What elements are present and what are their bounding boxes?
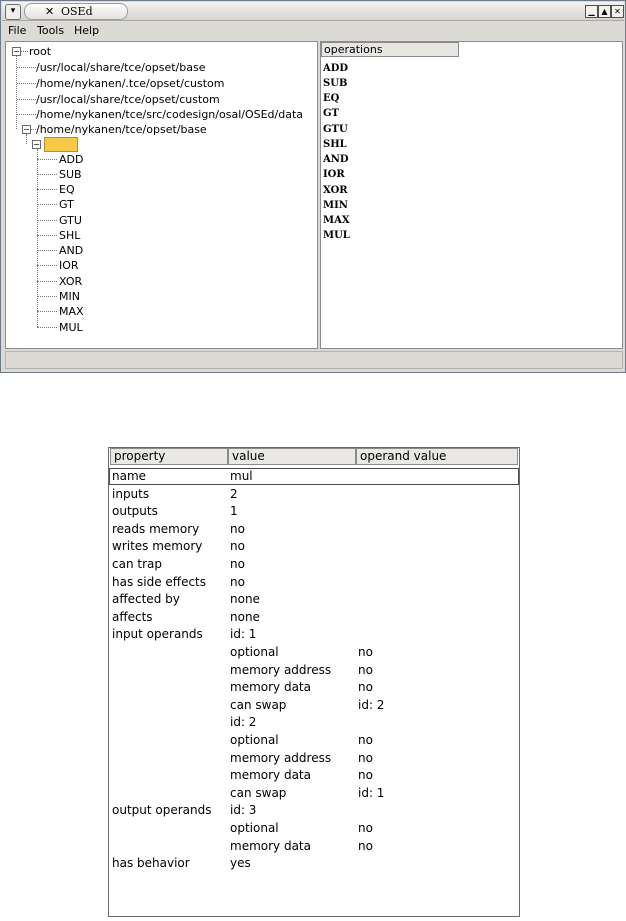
collapse-root-icon[interactable]: −	[13, 47, 20, 56]
operation-item[interactable]: SUB	[323, 78, 348, 89]
value-cell: no	[230, 539, 245, 554]
value-cell: can swap	[230, 785, 287, 800]
property-row[interactable]	[109, 750, 519, 767]
value-cell: optional	[230, 733, 279, 747]
tree-connector	[37, 296, 57, 297]
property-row[interactable]	[109, 662, 519, 679]
collapse-module-icon[interactable]: −	[33, 140, 40, 149]
value-cell: can swap	[230, 697, 287, 712]
tree-connector	[37, 174, 57, 175]
operation-item[interactable]: SHL	[323, 139, 347, 150]
property-row[interactable]	[109, 503, 519, 520]
value-cell: memory data	[230, 838, 311, 853]
property-cell: has side effects	[112, 574, 207, 589]
value-cell: id: 1	[230, 627, 257, 642]
minimize-icon[interactable]: ▁	[585, 5, 598, 18]
tree-operation[interactable]: GT	[59, 198, 74, 211]
tree-path[interactable]: /home/nykanen/tce/src/codesign/osal/OSEd/data	[36, 108, 304, 121]
operation-item[interactable]: XOR	[323, 185, 348, 196]
value-cell: memory address	[230, 750, 332, 765]
property-row[interactable]	[109, 538, 519, 555]
operation-item[interactable]: MAX	[323, 215, 350, 226]
value-cell: id: 3	[230, 803, 257, 818]
operations-list[interactable]	[320, 41, 623, 349]
tree-connector	[37, 189, 57, 190]
tree-connector	[37, 327, 57, 328]
tree-operation[interactable]: SUB	[59, 168, 82, 181]
tree-connector	[17, 99, 36, 100]
property-row[interactable]	[109, 767, 519, 784]
value-cell: memory data	[230, 680, 311, 695]
column-header-property[interactable]: property	[110, 448, 228, 465]
tree-operation[interactable]: AND	[59, 244, 84, 257]
value-cell: yes	[230, 856, 251, 871]
operand-value-cell: no	[358, 768, 373, 783]
tree-connector	[37, 265, 57, 266]
menu-help[interactable]: Help	[74, 24, 100, 37]
tree-connector	[37, 149, 38, 327]
tree-operation[interactable]: IOR	[59, 259, 79, 272]
tree-operation[interactable]: SHL	[59, 229, 81, 242]
tree-connector	[37, 220, 57, 221]
property-row[interactable]	[109, 468, 519, 485]
tree-operation[interactable]: MAX	[59, 305, 84, 318]
property-cell: can trap	[112, 557, 162, 571]
property-row[interactable]	[109, 486, 519, 503]
operation-item[interactable]: EQ	[323, 93, 340, 104]
value-cell: memory data	[230, 768, 311, 783]
tree-connector	[17, 67, 36, 68]
operation-property-table[interactable]	[108, 447, 520, 917]
maximize-icon[interactable]: ▲	[598, 5, 611, 18]
menu-file[interactable]: File	[8, 24, 27, 37]
operand-value-cell: no	[358, 750, 373, 765]
menu-tools[interactable]: Tools	[37, 24, 65, 37]
operation-item[interactable]: ADD	[323, 63, 349, 74]
operation-item[interactable]: AND	[323, 154, 349, 165]
collapse-path-icon[interactable]: −	[23, 125, 30, 134]
tree-connector	[37, 204, 57, 205]
tree-operation[interactable]: ADD	[59, 153, 84, 166]
value-cell: none	[230, 609, 260, 624]
tree-root[interactable]: root	[29, 45, 52, 58]
tree-path[interactable]: /usr/local/share/tce/opset/custom	[36, 93, 220, 106]
value-cell: no	[230, 521, 245, 536]
property-row[interactable]	[109, 802, 519, 819]
value-cell: 1	[230, 504, 238, 519]
tree-connector	[17, 114, 36, 115]
operand-value-cell: no	[358, 680, 373, 695]
tree-operation[interactable]: XOR	[59, 275, 83, 288]
property-cell: writes memory	[112, 539, 203, 554]
window-title-tab[interactable]	[24, 3, 128, 20]
title-bar[interactable]	[2, 2, 624, 21]
property-row[interactable]	[109, 574, 519, 591]
value-cell: no	[230, 557, 245, 571]
tree-connector	[21, 51, 28, 52]
property-row[interactable]	[109, 626, 519, 643]
operand-value-cell: no	[358, 838, 373, 853]
tree-connector	[17, 83, 36, 84]
tree-connector	[37, 159, 57, 160]
tree-connector	[26, 134, 27, 144]
value-cell: 2	[230, 486, 238, 501]
value-cell: none	[230, 592, 260, 607]
property-row[interactable]	[109, 714, 519, 731]
property-cell: affects	[112, 609, 153, 624]
tree-operation[interactable]: EQ	[59, 183, 75, 196]
property-row[interactable]	[109, 732, 519, 749]
property-row[interactable]	[109, 838, 519, 855]
tree-connector	[37, 250, 57, 251]
operand-value-cell: no	[358, 662, 373, 677]
property-row[interactable]	[109, 609, 519, 626]
property-cell: has behavior	[112, 856, 190, 871]
property-row[interactable]	[109, 785, 519, 802]
operation-item[interactable]: MIN	[323, 200, 348, 211]
operations-column-header[interactable]: operations	[321, 42, 459, 57]
property-cell: input operands	[112, 627, 203, 642]
property-cell: reads memory	[112, 521, 200, 536]
operand-value-cell: no	[358, 821, 373, 835]
operand-value-cell: id: 1	[358, 785, 385, 800]
close-icon[interactable]: ✕	[611, 5, 624, 18]
tree-operation[interactable]: GTU	[59, 214, 82, 227]
property-cell: output operands	[112, 803, 212, 818]
property-row[interactable]	[109, 855, 519, 872]
tree-operation[interactable]: MIN	[59, 290, 80, 303]
status-bar	[5, 351, 623, 369]
window-menu-icon[interactable]: ▾	[5, 4, 21, 20]
menu-bar	[2, 21, 624, 40]
operation-item[interactable]: MUL	[323, 230, 350, 241]
property-cell: outputs	[112, 504, 158, 519]
tree-module-selected[interactable]: base	[44, 137, 78, 152]
column-header-value[interactable]: value	[228, 448, 356, 465]
value-cell: id: 2	[230, 715, 257, 730]
tree-path[interactable]: /usr/local/share/tce/opset/base	[36, 61, 206, 74]
operand-value-cell: no	[358, 645, 373, 659]
operation-item[interactable]: GT	[323, 108, 339, 119]
property-row[interactable]	[109, 679, 519, 696]
operation-item[interactable]: GTU	[323, 124, 348, 135]
value-cell: mul	[230, 469, 253, 483]
app-icon: ✕	[45, 5, 55, 18]
tree-operation[interactable]: MUL	[59, 321, 83, 334]
operand-value-cell: id: 2	[358, 697, 385, 712]
operand-value-cell: no	[358, 733, 373, 747]
tree-path[interactable]: /home/nykanen/tce/opset/base	[36, 123, 207, 136]
tree-connector	[37, 235, 57, 236]
value-cell: memory address	[230, 662, 332, 677]
value-cell: optional	[230, 821, 279, 835]
operation-tree[interactable]	[5, 41, 318, 349]
property-row[interactable]	[109, 697, 519, 714]
property-cell: affected by	[112, 592, 180, 607]
tree-connector	[37, 281, 57, 282]
operation-item[interactable]: IOR	[323, 169, 345, 180]
tree-path[interactable]: /home/nykanen/.tce/opset/custom	[36, 77, 225, 90]
column-header-operand-value[interactable]: operand value	[356, 448, 518, 465]
property-row[interactable]	[109, 820, 519, 837]
value-cell: no	[230, 574, 245, 589]
property-cell: inputs	[112, 486, 150, 501]
tree-connector	[37, 311, 57, 312]
value-cell: optional	[230, 645, 279, 659]
property-row[interactable]	[109, 556, 519, 573]
property-row[interactable]	[109, 521, 519, 538]
window-title: OSEd	[61, 5, 93, 18]
osed-window	[0, 0, 626, 373]
property-row[interactable]	[109, 644, 519, 661]
property-cell: name	[112, 469, 147, 483]
property-row[interactable]	[109, 591, 519, 608]
